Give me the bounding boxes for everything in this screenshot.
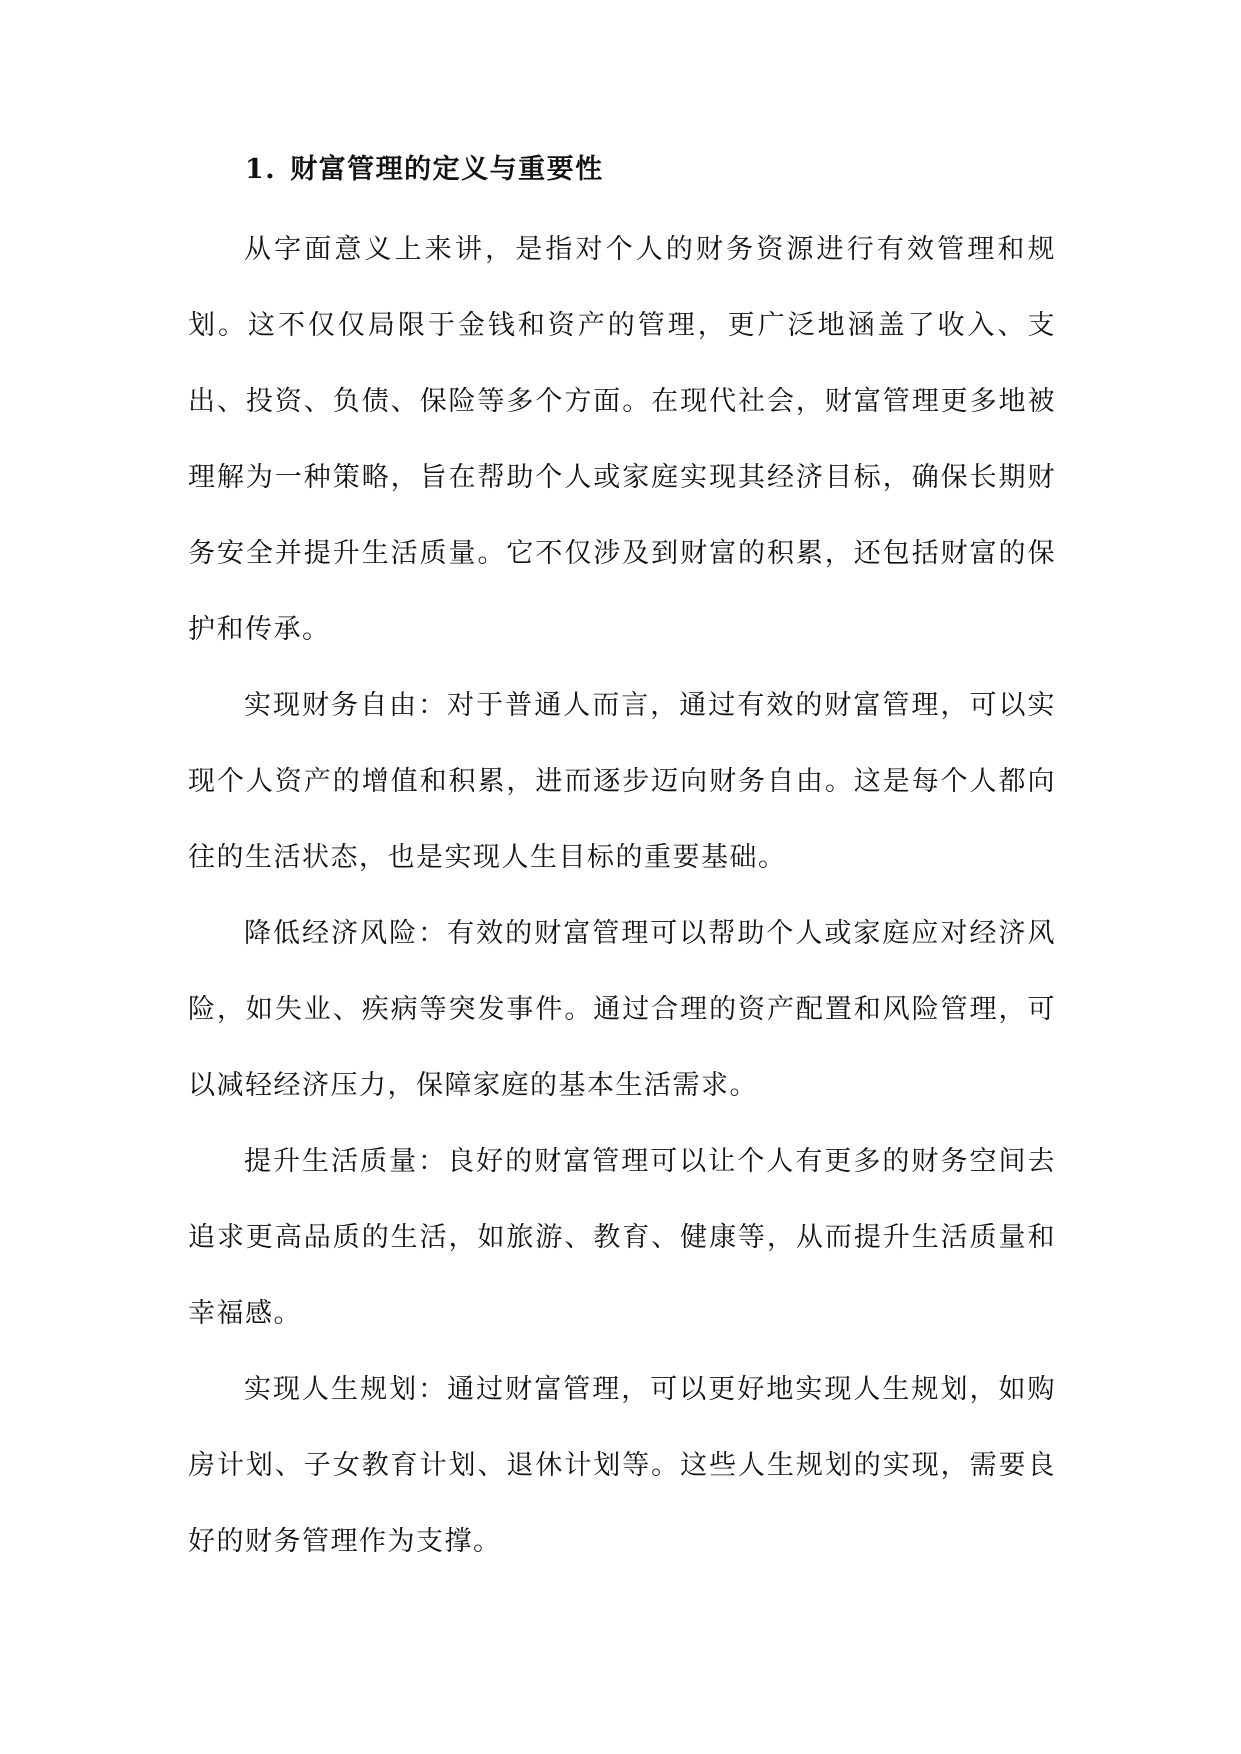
paragraph-lead: 实现财务自由： [244, 690, 448, 721]
section-title: 财富管理的定义与重要性 [290, 154, 604, 185]
document-body [188, 140, 1056, 1580]
paragraph-text: 通过财富管理，可以更好地实现人生规划，如购房计划、子女教育计划、退休计划等。这些人生规划的实现，需要良好的财务管理作为支撑。 [188, 1374, 1057, 1557]
paragraph-text: 良好的财富管理可以让个人有更多的财务空间去追求更高品质的生活，如旅游、教育、健康等，从而提升生活质量和幸福感。 [188, 1146, 1057, 1329]
paragraph-text: 有效的财富管理可以帮助个人或家庭应对经济风险，如失业、疾病等突发事件。通过合理的资产配置和风险管理，可以减轻经济压力，保障家庭的基本生活需求。 [188, 918, 1057, 1101]
paragraph-lead: 实现人生规划： [244, 1374, 448, 1405]
paragraph-text: 对于普通人而言，通过有效的财富管理，可以实现个人资产的增值和积累，进而逐步迈向财务自由。这是每个人都向往的生活状态，也是实现人生目标的重要基础。 [188, 690, 1057, 873]
paragraph-lead: 降低经济风险： [244, 918, 448, 949]
paragraph-life-planning [188, 1352, 1056, 1580]
paragraph-quality-of-life [188, 1124, 1056, 1352]
section-heading [188, 140, 1056, 200]
paragraph-reduce-risk [188, 896, 1056, 1124]
section-number: 1. [245, 154, 277, 185]
paragraph-lead: 提升生活质量： [244, 1146, 448, 1177]
paragraph-text: 从字面意义上来讲，是指对个人的财务资源进行有效管理和规划。这不仅仅局限于金钱和资产的管理，更广泛地涵盖了收入、支出、投资、负债、保险等多个方面。在现代社会，财富管理更多地被理解为一种策略，旨在帮助个人或家庭实现其经济目标，确保长期财务安全并提升生活质量。它不仅涉及到财富的积累，还包括财富的保护和传承。 [188, 234, 1056, 645]
paragraph-definition [188, 212, 1056, 668]
paragraph-financial-freedom [188, 668, 1056, 896]
